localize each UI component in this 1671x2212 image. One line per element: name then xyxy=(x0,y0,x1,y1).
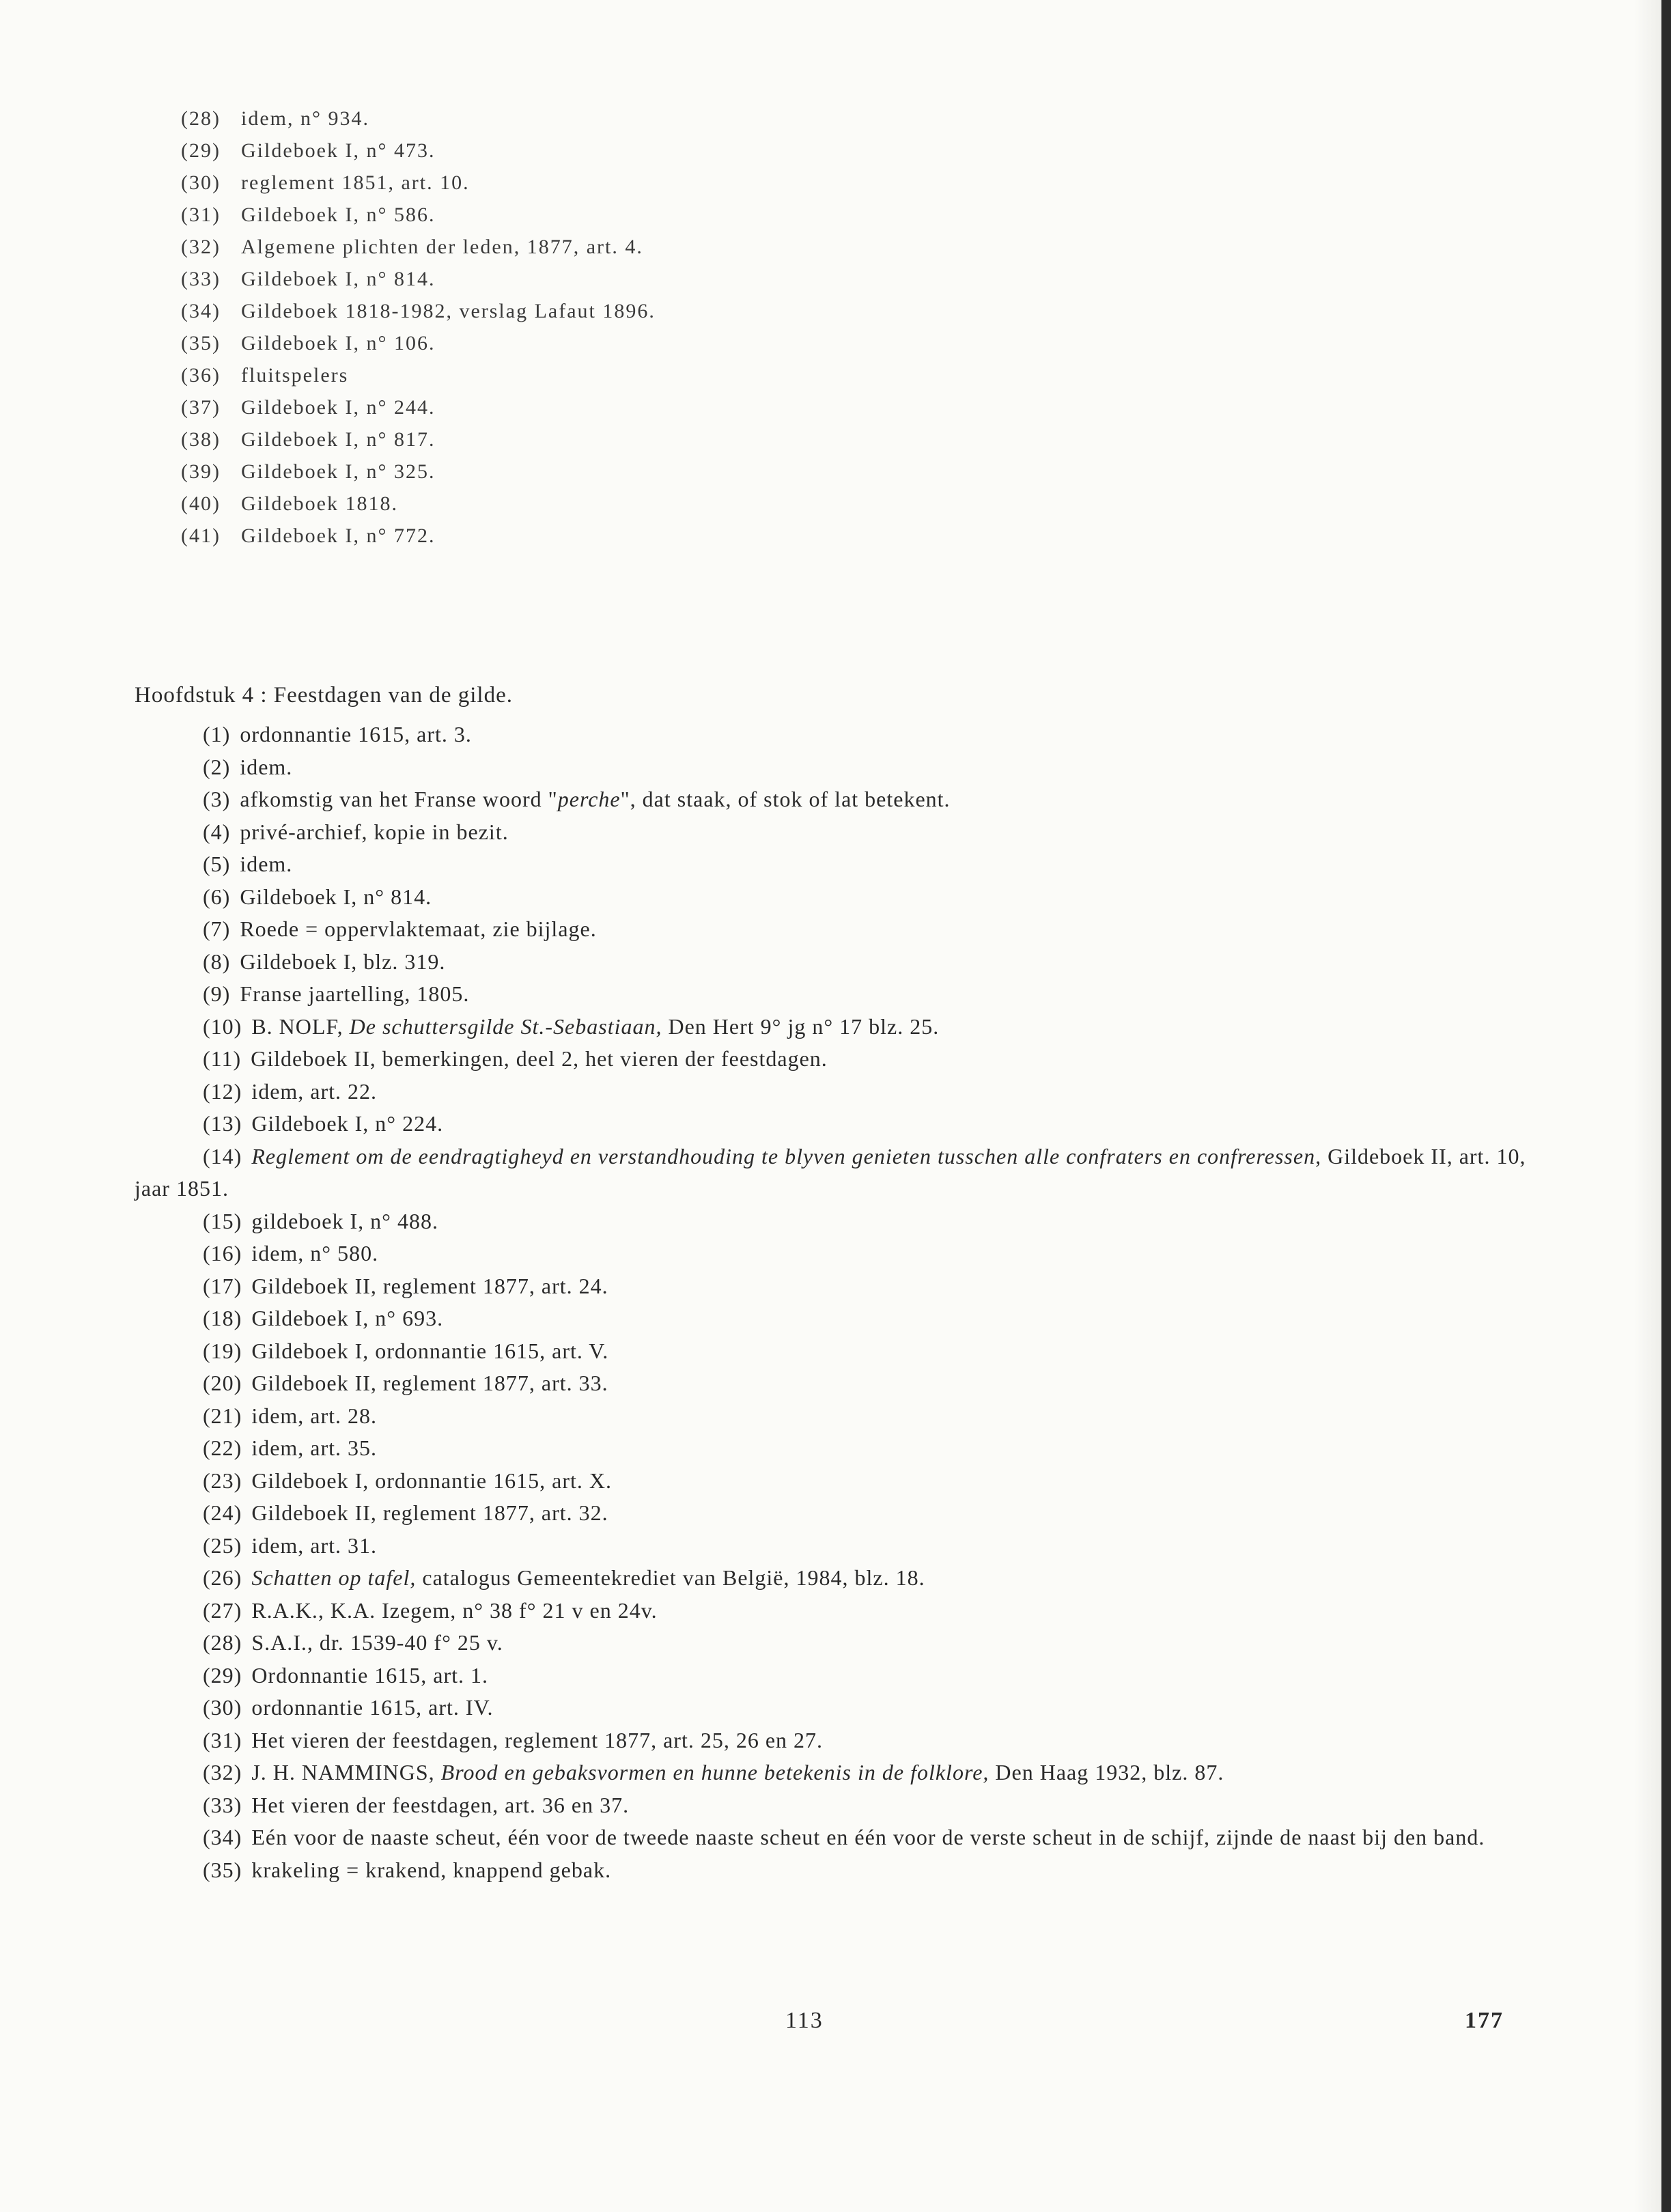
footnote-number: (6) xyxy=(203,884,231,909)
footnote-text: Gildeboek I, n° 325. xyxy=(241,460,436,483)
footnote-text: Gildeboek I, ordonnantie 1615, art. V. xyxy=(251,1338,609,1363)
footnote-item xyxy=(135,751,1528,784)
footnote-number: (24) xyxy=(203,1500,242,1525)
footnote-item xyxy=(135,881,1528,914)
footnote-text: Gildeboek I, n° 772. xyxy=(241,524,436,547)
footnote-number: (30) xyxy=(181,171,221,194)
footnote-text: Het vieren der feestdagen, reglement 1877, art. 25, 26 en 27. xyxy=(251,1727,824,1752)
footnote-item xyxy=(181,391,656,423)
footnote-text: privé-archief, kopie in bezit. xyxy=(240,819,509,844)
footnote-item xyxy=(181,135,656,167)
footnote-text: Gildeboek I, n° 586. xyxy=(241,204,436,226)
footnote-item xyxy=(135,1789,1528,1822)
page-number-left: 113 xyxy=(785,2008,824,2033)
footnote-text: Gildeboek I, ordonnantie 1615, art. X. xyxy=(251,1468,612,1493)
footnote-number: (39) xyxy=(181,460,221,483)
footnote-italic-title: Brood en gebaksvormen en hunne betekenis in de folklore, xyxy=(440,1760,989,1784)
footnote-list-previous-chapter xyxy=(181,102,656,552)
page-gutter-shadow xyxy=(1634,0,1661,2212)
footnote-text: Gildeboek II, art. 10, jaar 1851. xyxy=(135,1143,1526,1201)
footnote-text: reglement 1851, art. 10. xyxy=(241,171,470,194)
footnote-number: (29) xyxy=(181,139,221,162)
footnote-number: (29) xyxy=(203,1662,242,1688)
footnote-text: Gildeboek I, n° 693. xyxy=(251,1306,444,1330)
footnote-number: (15) xyxy=(203,1208,242,1233)
footnote-number: (5) xyxy=(203,852,231,876)
footnote-text: fluitspelers xyxy=(241,364,349,387)
footnote-item xyxy=(181,167,656,199)
footnote-number: (35) xyxy=(181,332,221,354)
footnote-text: idem. xyxy=(240,754,293,779)
footnote-item xyxy=(135,1692,1528,1724)
footnote-item xyxy=(135,1821,1528,1854)
footnote-item xyxy=(135,848,1528,881)
footnote-number: (10) xyxy=(203,1013,242,1039)
footnote-text: krakeling = krakend, knappend gebak. xyxy=(251,1857,612,1882)
footnote-item xyxy=(181,231,656,263)
footnote-text: Gildeboek I, n° 473. xyxy=(241,139,436,162)
footnote-number: (12) xyxy=(203,1078,242,1104)
footnote-number: (31) xyxy=(203,1727,242,1752)
footnote-item xyxy=(181,199,656,231)
footnote-number: (11) xyxy=(203,1046,242,1071)
footnote-item xyxy=(181,327,656,359)
footnote-item xyxy=(181,263,656,295)
footnote-number: (18) xyxy=(203,1306,242,1330)
footnote-text: ordonnantie 1615, art. IV. xyxy=(251,1695,494,1720)
footnote-item xyxy=(135,1724,1528,1757)
footnote-number: (26) xyxy=(203,1565,242,1590)
footnote-text: R.A.K., K.A. Izegem, n° 38 f° 21 v en 24v. xyxy=(251,1597,658,1623)
scan-edge-border xyxy=(1661,0,1671,2212)
footnote-text: catalogus Gemeentekrediet van België, 1984, blz. 18. xyxy=(416,1565,925,1590)
footnote-text: idem, art. 28. xyxy=(251,1403,378,1428)
footnote-number: (3) xyxy=(203,787,231,811)
footnote-text: Den Hert 9° jg n° 17 blz. 25. xyxy=(662,1013,940,1039)
footnote-item xyxy=(181,520,656,552)
footnote-item xyxy=(135,1237,1528,1270)
footnote-item xyxy=(135,1400,1528,1433)
footnote-text: Eén voor de naaste scheut, één voor de tweede naaste scheut en één voor de verste scheut in de schijf, zijnde de naast bij den band. xyxy=(251,1825,1485,1849)
footnote-item xyxy=(135,978,1528,1011)
footnote-text: afkomstig van het Franse woord " xyxy=(240,787,558,811)
footnote-text: Gildeboek 1818-1982, verslag Lafaut 1896. xyxy=(241,300,656,322)
footnote-text: Den Haag 1932, blz. 87. xyxy=(989,1760,1224,1784)
footnote-item xyxy=(135,1011,1528,1044)
footnote-item xyxy=(135,1367,1528,1400)
footnote-item xyxy=(135,1270,1528,1303)
footnote-item xyxy=(135,1562,1528,1595)
footnote-number: (14) xyxy=(203,1143,242,1168)
footnote-text: Gildeboek II, bemerkingen, deel 2, het vieren der feestdagen. xyxy=(251,1046,828,1071)
footnote-item xyxy=(135,946,1528,979)
footnote-text: idem, n° 934. xyxy=(241,107,369,130)
footnote-text: B. NOLF, xyxy=(251,1013,350,1039)
footnote-item xyxy=(135,1465,1528,1498)
footnote-number: (34) xyxy=(181,300,221,322)
footnote-item xyxy=(135,1076,1528,1108)
footnote-item xyxy=(181,456,656,488)
footnote-item xyxy=(181,488,656,520)
footnote-text: Gildeboek I, n° 244. xyxy=(241,396,436,419)
footnote-text: Gildeboek 1818. xyxy=(241,492,398,515)
footnote-italic-title: Schatten op tafel, xyxy=(251,1565,417,1590)
footnote-text: Gildeboek II, reglement 1877, art. 33. xyxy=(251,1371,608,1395)
footnote-item xyxy=(181,102,656,135)
footnote-item xyxy=(135,1302,1528,1335)
footnote-text: Gildeboek II, reglement 1877, art. 24. xyxy=(251,1273,608,1298)
footnote-item xyxy=(135,1756,1528,1789)
footnote-text: Gildeboek I, n° 814. xyxy=(241,268,436,290)
footnote-number: (27) xyxy=(203,1597,242,1623)
footnote-text: idem, n° 580. xyxy=(251,1241,379,1265)
footnote-item xyxy=(135,718,1528,751)
footnote-text: Gildeboek I, n° 814. xyxy=(240,884,432,909)
footnote-text: idem. xyxy=(240,852,293,876)
footnote-text: Ordonnantie 1615, art. 1. xyxy=(251,1662,489,1688)
footnote-number: (21) xyxy=(203,1403,242,1428)
footnote-number: (32) xyxy=(181,236,221,258)
footnote-italic-title: Reglement om de eendragtigheyd en verstandhouding te blyven genieten tusschen alle confraters en confreressen, xyxy=(251,1143,1322,1168)
footnote-text: ordonnantie 1615, art. 3. xyxy=(240,722,472,746)
footnote-italic-title: perche xyxy=(557,787,621,811)
footnote-text: J. H. NAMMINGS, xyxy=(251,1760,441,1784)
footnote-number: (40) xyxy=(181,492,221,515)
footnote-number: (33) xyxy=(203,1792,242,1817)
footnote-item xyxy=(181,295,656,327)
footnote-item xyxy=(135,1205,1528,1238)
footnote-item xyxy=(135,1627,1528,1660)
footnote-item xyxy=(135,1335,1528,1368)
footnote-item xyxy=(135,1660,1528,1692)
footnote-number: (23) xyxy=(203,1468,242,1493)
footnote-item xyxy=(181,359,656,391)
footnote-item xyxy=(181,423,656,456)
footnote-text: S.A.I., dr. 1539-40 f° 25 v. xyxy=(251,1630,503,1655)
footnote-number: (17) xyxy=(203,1273,242,1298)
footnote-text: gildeboek I, n° 488. xyxy=(251,1208,438,1233)
footnote-text: idem, art. 22. xyxy=(251,1078,378,1104)
footnote-italic-title: De schuttersgilde St.-Sebastiaan, xyxy=(349,1013,662,1039)
footnote-item xyxy=(135,1108,1528,1140)
footnote-item xyxy=(135,1854,1528,1887)
footnote-item xyxy=(135,1497,1528,1530)
footnote-number: (13) xyxy=(203,1111,242,1136)
footnote-number: (19) xyxy=(203,1338,242,1363)
footnote-number: (4) xyxy=(203,819,231,844)
footnote-number: (16) xyxy=(203,1241,242,1265)
footnote-item xyxy=(135,1043,1528,1076)
footnote-number: (22) xyxy=(203,1436,242,1460)
footnote-text: Gildeboek I, blz. 319. xyxy=(240,949,446,974)
footnote-number: (32) xyxy=(203,1760,242,1784)
footnote-number: (36) xyxy=(181,364,221,387)
footnote-number: (35) xyxy=(203,1857,242,1882)
footnote-number: (34) xyxy=(203,1825,242,1849)
footnote-text: ", dat staak, of stok of lat betekent. xyxy=(620,787,951,811)
footnote-text: Het vieren der feestdagen, art. 36 en 37. xyxy=(251,1792,630,1817)
footnote-number: (25) xyxy=(203,1532,242,1558)
footnote-number: (28) xyxy=(181,107,221,130)
footnote-number: (1) xyxy=(203,722,231,746)
footnote-text: idem, art. 35. xyxy=(251,1436,378,1460)
footnote-text: Algemene plichten der leden, 1877, art. 4. xyxy=(241,236,643,258)
footnote-item xyxy=(135,913,1528,946)
footnote-number: (9) xyxy=(203,981,231,1006)
footnote-number: (20) xyxy=(203,1371,242,1395)
footnote-item xyxy=(135,816,1528,849)
footnote-text: idem, art. 31. xyxy=(251,1532,378,1558)
footnote-number: (2) xyxy=(203,754,231,779)
footnote-item xyxy=(135,783,1528,816)
footnote-item xyxy=(135,1595,1528,1627)
footnote-item xyxy=(135,1530,1528,1563)
footnote-text: Gildeboek I, n° 224. xyxy=(251,1111,444,1136)
footnote-number: (31) xyxy=(181,204,221,226)
footnote-number: (33) xyxy=(181,268,221,290)
footnote-number: (7) xyxy=(203,916,231,941)
footnote-list-chapter-4 xyxy=(135,718,1528,1886)
footnote-text: Gildeboek I, n° 106. xyxy=(241,332,436,354)
footnote-text: Gildeboek I, n° 817. xyxy=(241,428,436,451)
footnote-text: Roede = oppervlaktemaat, zie bijlage. xyxy=(240,916,597,941)
footnote-text: Franse jaartelling, 1805. xyxy=(240,981,470,1006)
footnote-number: (37) xyxy=(181,396,221,419)
footnote-number: (28) xyxy=(203,1630,242,1655)
footnote-number: (41) xyxy=(181,524,221,547)
footnote-number: (38) xyxy=(181,428,221,451)
footnote-item xyxy=(135,1140,1528,1205)
footnote-item xyxy=(135,1432,1528,1465)
page-number-right: 177 xyxy=(1465,2008,1504,2033)
chapter-heading: Hoofdstuk 4 : Feestdagen van de gilde. xyxy=(135,683,513,708)
footnote-number: (30) xyxy=(203,1695,242,1720)
footnote-number: (8) xyxy=(203,949,231,974)
footnote-text: Gildeboek II, reglement 1877, art. 32. xyxy=(251,1500,608,1525)
